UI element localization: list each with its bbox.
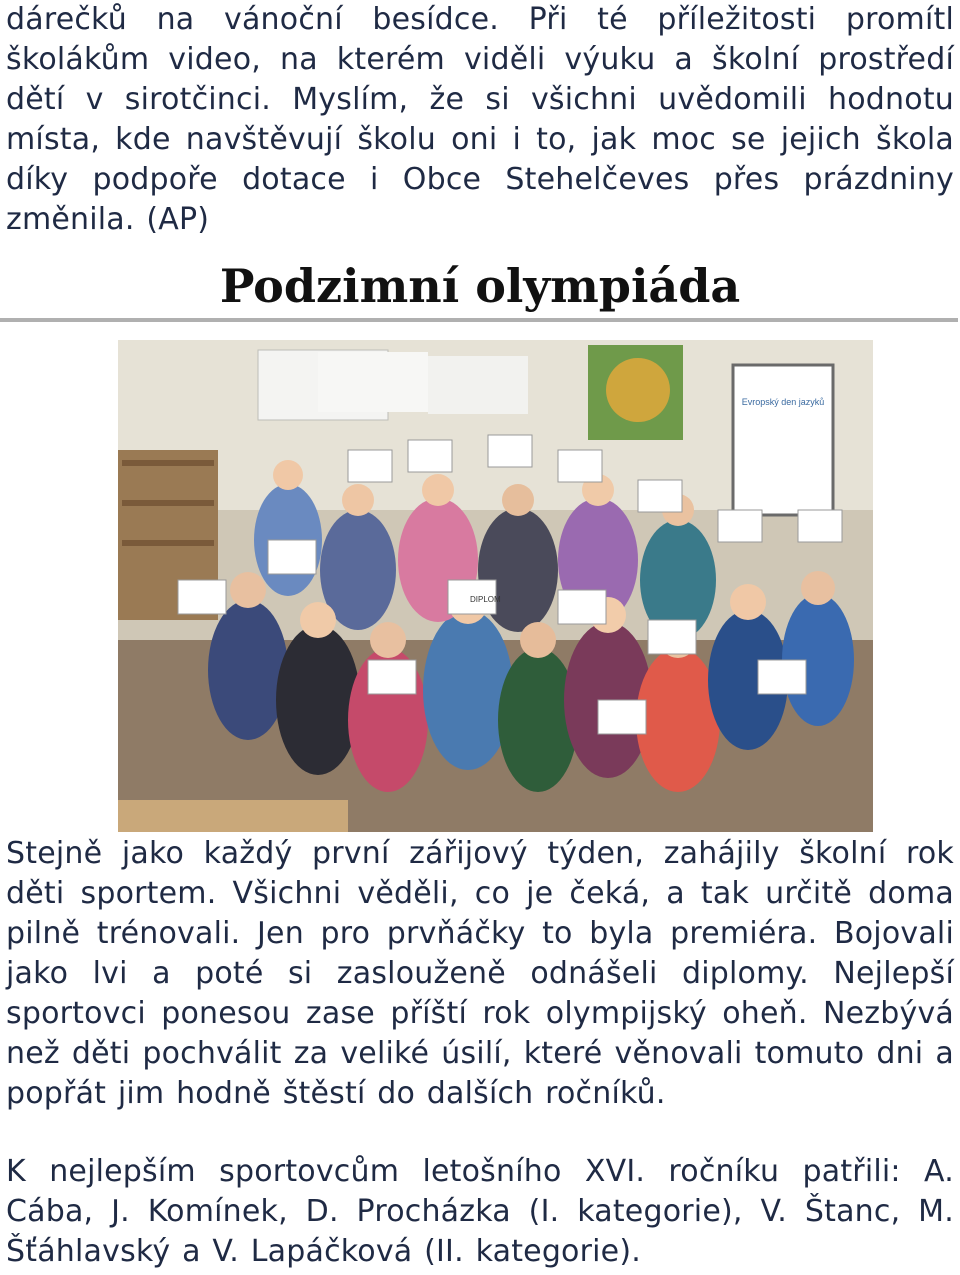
article-heading: Podzimní olympiáda bbox=[219, 259, 741, 313]
intro-paragraph: dárečků na vánoční besídce. Při té příležitosti promítl školákům video, na kterém viděli výuku a školní prostředí dětí v sirotčinci. Myslím, že si všichni uvědomili hodnotu místa, kde navštěvují školu oni i to, jak moc se jejich škola díky podpoře dotace i Obce Stehelčeves přes prázdniny změnila. (AP) bbox=[6, 2, 954, 237]
class-photo-illustration bbox=[118, 340, 873, 832]
whiteboard bbox=[733, 365, 833, 515]
class-photo bbox=[118, 340, 873, 832]
whiteboard-text: Evropský den jazyků bbox=[741, 397, 825, 407]
winners-paragraph: K nejlepším sportovcům letošního XVI. ročníku patřili: A. Cába, J. Komínek, D. Procházka (I. kategorie), V. Štanc, M. Šťáhlavský a V. Lapáčková (II. kategorie). bbox=[6, 1154, 954, 1269]
heading-divider bbox=[0, 318, 958, 322]
article-body-paragraph: Stejně jako každý první zářijový týden, zahájily školní rok děti sportem. Všichni věděli, co je čeká, a tak určitě doma pilně trénovali. Jen pro prvňáčky to byla premiéra. Bojovali jako lvi a poté si zaslouženě odnášeli diplomy. Nejlepší sportovci ponesou zase příští rok olympijský oheň. Nezbývá než děti pochválit za veliké úsilí, které věnovali tomuto dni a popřát jim hodně štěstí do dalších ročníků. bbox=[6, 836, 954, 1111]
diploma-label: DIPLOM bbox=[470, 595, 501, 604]
